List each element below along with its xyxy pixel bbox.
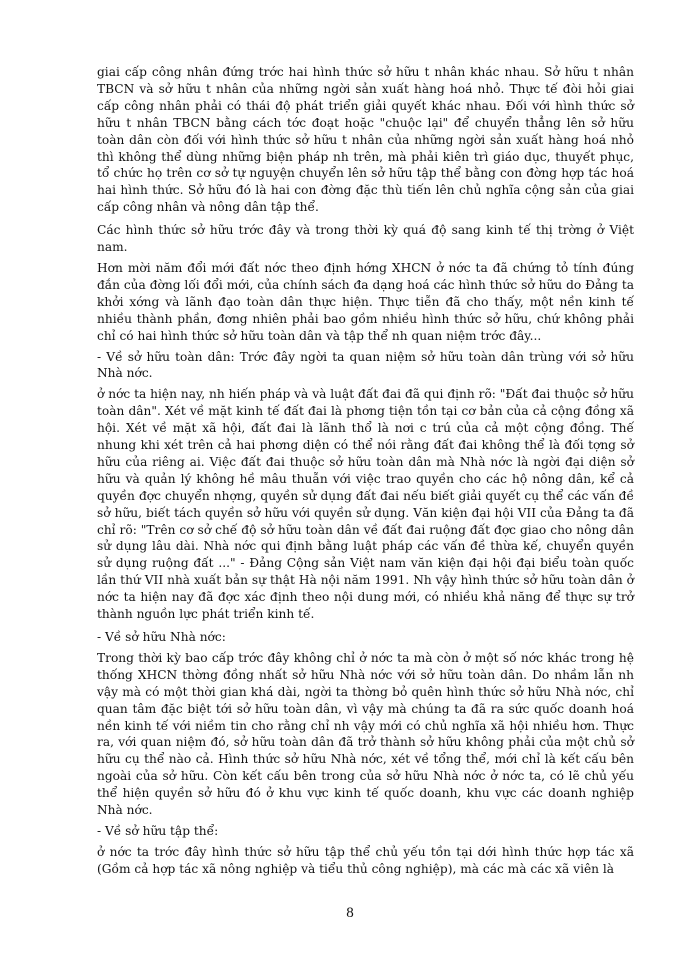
page-number: 8 xyxy=(346,905,354,921)
paragraph-ownership-forms-heading: Các hình thức sở hữu trớc đây và trong thời kỳ quá độ sang kinh tế thị trờng ở Việt nam. xyxy=(97,223,634,255)
paragraph-public-ownership-heading: - Về sở hữu toàn dân: Trớc đây ngời ta quan niệm sở hữu toàn dân trùng với sở hữu Nhà nớc. xyxy=(97,349,634,381)
paragraph-state-ownership: Trong thời kỳ bao cấp trớc đây không chỉ ở nớc ta mà còn ở một số nớc khác trong hệ thống XHCN thờng đồng nhất sở hữu Nhà nớc với sở hữu toàn dân. Do nhầm lẫn nh vậy mà có một thời gian khá dài, ngời ta thờng bỏ quên hình thức sở hữu Nhà nớc, chỉ quan tâm đặc biệt tới sở hữu toàn dân, vì vậy mà chúng ta đã ra sức quốc doanh hoá nền kinh tế với niềm tin cho rằng chỉ nh vậy mới có chủ nghĩa xã hội nhiều hơn. Thực ra, với quan niệm đó, sở hữu toàn dân đã trở thành sở hữu không phải của một chủ sở hữu cụ thể nào cả. Hình thức sở hữu Nhà nớc, xét về tổng thể, mới chỉ là kết cấu bên ngoài của sở hữu. Còn kết cấu bên trong của sở hữu Nhà nớc ở nớc ta, có lẽ chủ yếu thể hiện quyền sở hữu đó ở khu vực kinh tế quốc doanh, khu vực các doanh nghiệp Nhà nớc. xyxy=(97,650,634,818)
paragraph-collective-ownership: ở nớc ta trớc đây hình thức sở hữu tập thể chủ yếu tồn tại dới hình thức hợp tác xã (Gồm cả hợp tác xã nông nghiệp và tiểu thủ công nghiệp), mà các mà các xã viên là xyxy=(97,844,634,876)
paragraph-collective-ownership-heading: - Về sở hữu tập thể: xyxy=(97,823,219,838)
paragraph-land-ownership: ở nớc ta hiện nay, nh hiến pháp và và luật đất đai đã qui định rõ: "Đất đai thuộc sở hữu toàn dân". Xét về mặt kinh tế đất đai là phơng tiện tồn tại cơ bản của cả cộng đồng xã hội. Xét về mặt xã hội, đất đai là lãnh thổ là nơi c trú của cả một cộng đồng. Thế nhung khi xét trên cả hai phơng diện có thể nói rằng đất đai không thể là đối tợng sở hữu của riêng ai. Việc đất đai thuộc sở hữu toàn dân mà Nhà nớc là ngời đại diện sở hữu và quản lý không hề mâu thuẫn với việc trao quyền cho các hộ nông dân, kể cả quyền đợc chuyển nhợng, quyền sử dụng đất đai nếu biết giải quyết cụ thể các vấn đề sở hữu, biết tách quyền sở hữu với quyền sử dụng. Văn kiện đại hội VII của Đảng ta đã chỉ rõ: "Trên cơ sở chế độ sở hữu toàn dân về đất đai ruộng đất đợc giao cho nông dân sử dụng lâu dài. Nhà nớc qui định bằng luật pháp các vấn đề thừa kế, chuyển quyền sử dụng ruộng đất ..." - Đảng Cộng sản Việt nam văn kiện đại hội đại biểu toàn quốc lần thứ VII nhà xuất bản sự thật Hà nội năm 1991. Nh vậy hình thức sở hữu toàn dân ở nớc ta hiện nay đã đợc xác định theo nội dung mới, có nhiều khả năng để thực sự trở thành nguồn lực phát triển kinh tế. xyxy=(97,387,634,622)
document-body xyxy=(97,64,634,884)
paragraph-renovation: Hơn mời năm đổi mới đất nớc theo định hớng XHCN ở nớc ta đã chứng tỏ tính đúng đắn của đờng lối đổi mới, của chính sách đa dạng hoá các hình thức sở hữu do Đảng ta khởi xớng và lãnh đạo toàn dân thực hiện. Thực tiễn đã cho thấy, một nền kinh tế nhiều thành phần, đơng nhiên phải bao gồm nhiều hình thức sở hữu, chứ không phải chỉ có hai hình thức sở hữu toàn dân và tập thể nh quan niệm trớc đây... xyxy=(97,260,634,343)
paragraph-working-class-ownership: giai cấp công nhân đứng trớc hai hình thức sở hữu t nhân khác nhau. Sở hữu t nhân TBCN và sở hữu t nhân của những ngời sản xuất hàng hoá nhỏ. Thực tế đòi hỏi giai cấp công nhân phải có thái độ phát triển giải quyết khác nhau. Đối với hình thức sở hữu t nhân TBCN bằng cách tớc đoạt hoặc "chuộc lại" để chuyển thẳng lên sở hữu toàn dân còn đối với hình thức sở hữu t nhân của những ngời sản xuất hàng hoá nhỏ thì không thể dùng những biện pháp nh trên, mà phải kiên trì giáo dục, thuyết phục, tổ chức họ trên cơ sở tự nguyện chuyển lên sở hữu tập thể bằng con đờng hợp tác hoá hai hình thức. Sở hữu đó là hai con đờng đặc thù tiến lên chủ nghĩa cộng sản của giai cấp công nhân và nông dân tập thể. xyxy=(97,65,634,215)
paragraph-state-ownership-heading: - Về sở hữu Nhà nớc: xyxy=(97,630,226,644)
